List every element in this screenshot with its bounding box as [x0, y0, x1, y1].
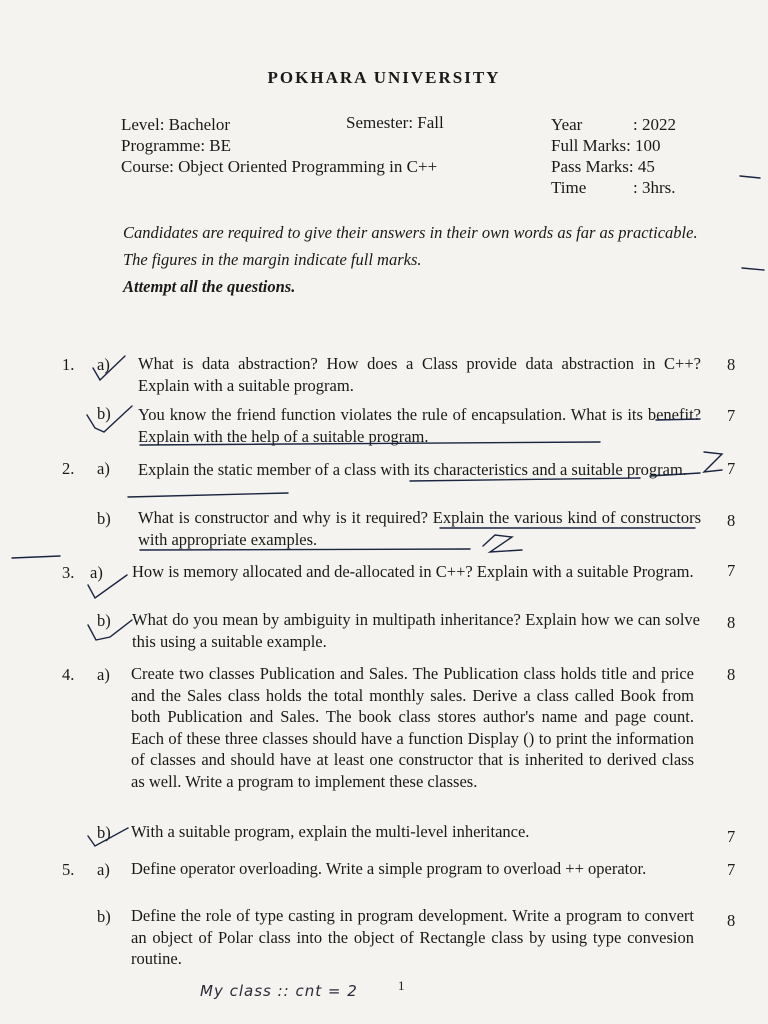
question-text: What is data abstraction? How does a Class provide data abstraction in C++? Explain with a suitable program. — [138, 354, 701, 395]
university-title: POKHARA UNIVERSITY — [267, 68, 501, 87]
marks-value: 8 — [727, 355, 736, 374]
pass-marks-text: Pass Marks: 45 — [551, 157, 655, 176]
instruction-attempt-all: Attempt all the questions. — [123, 277, 296, 296]
course-text: Course: Object Oriented Programming in C++ — [121, 157, 438, 176]
part-label: a) — [90, 563, 103, 582]
time-value: : 3hrs. — [633, 178, 676, 197]
part-label: a) — [97, 665, 110, 684]
handwritten-2-mark — [704, 452, 722, 472]
marks-value: 7 — [727, 860, 736, 879]
question-number: 2. — [62, 459, 75, 478]
semester-text: Semester: Fall — [346, 113, 444, 132]
margin-dash-mark — [740, 176, 760, 178]
question-text: Define the role of type casting in program development. Write a program to convert an object of Polar class into the object of Rectangle class by using type convesion routine. — [131, 906, 694, 968]
part-label: a) — [97, 355, 110, 374]
underline-mark — [128, 493, 288, 497]
question-text: With a suitable program, explain the multi-level inheritance. — [131, 822, 530, 841]
year-label: Year — [551, 115, 583, 134]
question-number: 5. — [62, 860, 75, 879]
question-number: 1. — [62, 355, 75, 374]
full-marks-text: Full Marks: 100 — [551, 136, 661, 155]
question-number: 4. — [62, 665, 75, 684]
marks-value: 7 — [727, 406, 736, 425]
part-label: a) — [97, 860, 110, 879]
instructions-block — [123, 222, 713, 303]
marks-value: 8 — [727, 665, 736, 684]
handwritten-note: My class :: cnt = 2 — [200, 982, 358, 1000]
marks-value: 8 — [727, 511, 736, 530]
part-label: b) — [97, 509, 111, 528]
question-number: 3. — [62, 563, 75, 582]
part-label: a) — [97, 459, 110, 478]
year-value: : 2022 — [633, 115, 676, 134]
question-text: How is memory allocated and de-allocated in C++? Explain with a suitable Program. — [132, 562, 694, 581]
marks-value: 8 — [727, 613, 736, 632]
page-number: 1 — [398, 978, 405, 993]
question-text: Define operator overloading. Write a simple program to overload ++ operator. — [131, 859, 647, 878]
header-mid-block — [346, 112, 444, 133]
marks-value: 8 — [727, 911, 736, 930]
time-label: Time — [551, 178, 587, 197]
instruction-own-words: Candidates are required to give their answers in their own words as far as practicable. — [123, 223, 698, 242]
question-text: What is constructor and why is it required? Explain the various kind of constructors with appropriate examples. — [138, 508, 701, 549]
marks-value: 7 — [727, 827, 736, 846]
marks-value: 7 — [727, 459, 736, 478]
question-text: Create two classes Publication and Sales. The Publication class holds title and price and the Sales class holds the total monthly sales. Derive a class called Book from both Publication and Sales. The book class stores author's name and page count. Each of these three classes should have a function Display () to print the information of classes and should have at least one constructor that is inherited to derived class as well. Write a program to implement these classes. — [131, 664, 694, 791]
marks-value: 7 — [727, 561, 736, 580]
part-label: b) — [97, 823, 111, 842]
question-text: Explain the static member of a class with its characteristics and a suitable program. — [138, 460, 687, 479]
part-label: b) — [97, 907, 111, 926]
programme-text: Programme: BE — [121, 136, 232, 155]
part-label: b) — [97, 404, 111, 423]
question-text: You know the friend function violates the rule of encapsulation. What is its benefit? Explain with the help of a suitable program. — [138, 405, 701, 446]
part-label: b) — [97, 611, 111, 630]
header-right-block — [551, 114, 676, 198]
question-text: What do you mean by ambiguity in multipath inheritance? Explain how we can solve this using a suitable example. — [132, 610, 700, 651]
margin-dash-mark — [742, 268, 764, 270]
level-text: Level: Bachelor — [121, 115, 231, 134]
instruction-margin-marks: The figures in the margin indicate full marks. — [123, 250, 422, 269]
margin-dash-mark — [12, 556, 60, 558]
